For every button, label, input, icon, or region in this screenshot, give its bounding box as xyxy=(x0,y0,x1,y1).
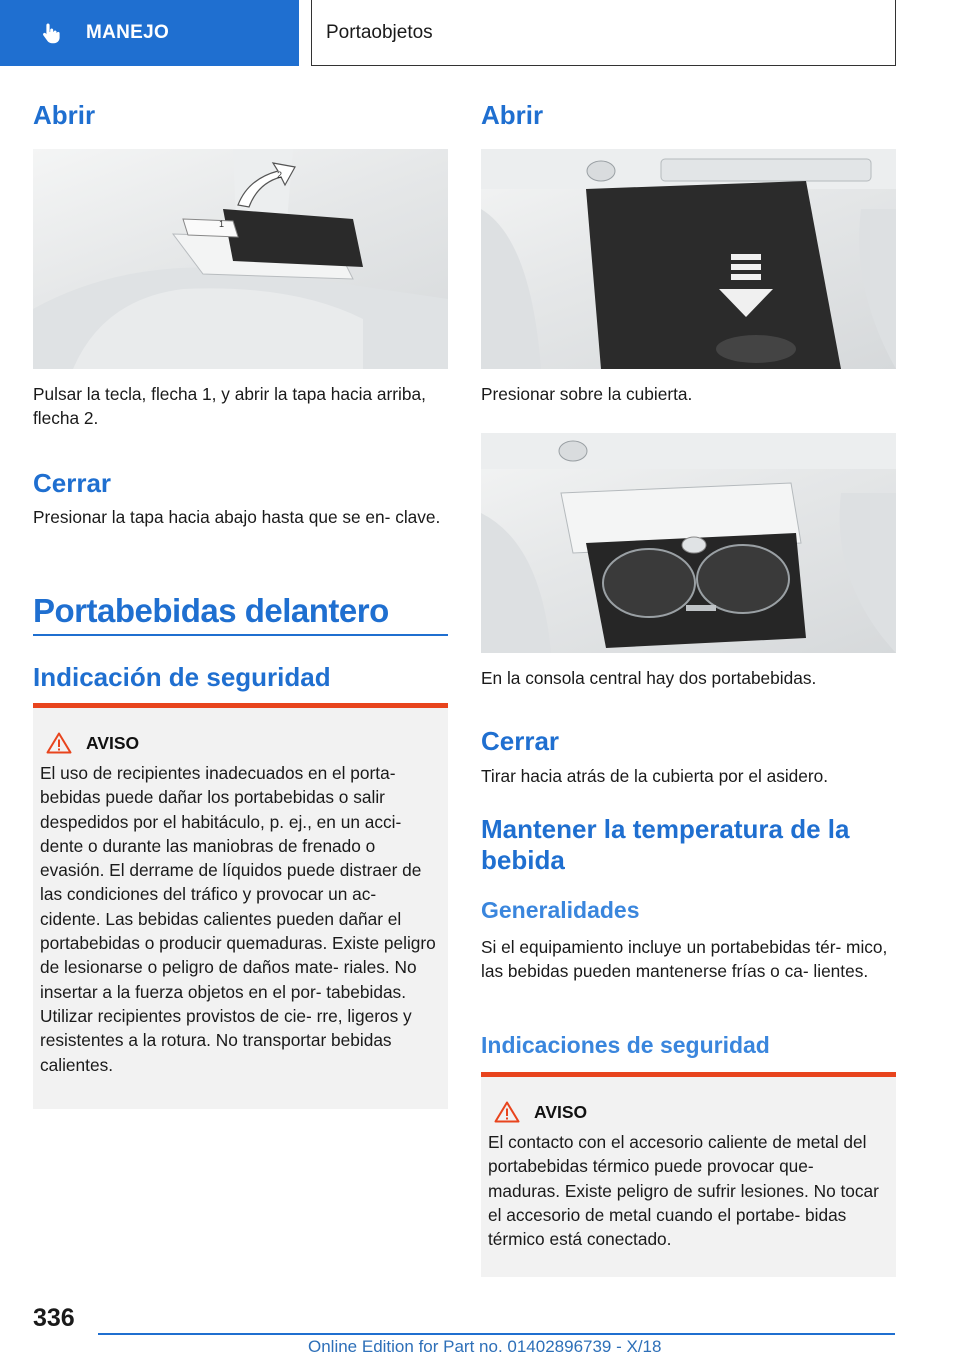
footer-edition: Online Edition for Part no. 01402896739 - X/18 xyxy=(308,1337,662,1356)
cerrar-text-left: Presionar la tapa hacia abajo hasta que se en‐ clave. xyxy=(33,507,441,527)
warning-box-right xyxy=(481,1072,896,1277)
cerrar-text-right: Tirar hacia atrás de la cubierta por el asidero. xyxy=(481,766,829,786)
cover-illustration xyxy=(481,149,896,369)
heading-indicacion: Indicación de seguridad xyxy=(33,662,331,692)
heading-abrir-left: Abrir xyxy=(33,100,96,130)
topic-label: Portaobjetos xyxy=(326,21,433,43)
section-label: MANEJO xyxy=(86,22,170,43)
caption-cupholder: En la consola central hay dos portabebidas. xyxy=(481,668,817,688)
heading-cerrar-left: Cerrar xyxy=(33,468,112,498)
heading-portabebidas: Portabebidas delantero xyxy=(33,592,389,629)
heading-mantener: Mantener la temperatura de la bebida xyxy=(481,814,850,875)
heading-cerrar-right: Cerrar xyxy=(481,726,560,756)
warning-title-left xyxy=(46,732,440,754)
cupholder-image xyxy=(481,433,896,653)
heading-abrir-right: Abrir xyxy=(481,100,544,130)
heading-generalidades: Generalidades xyxy=(481,897,640,923)
warning-text-right: El contacto con el accesorio caliente de metal del portabebidas térmico puede provocar que‐ maduras. Existe peligro de sufrir lesiones. No tocar el accesorio de metal cuando el portabe‐ bidas térmico está conectado. xyxy=(488,1132,879,1250)
armrest-illustration xyxy=(33,149,448,369)
warning-triangle-icon xyxy=(494,1101,520,1123)
caption-cover: Presionar sobre la cubierta. xyxy=(481,384,693,404)
footer-rule xyxy=(98,1333,895,1335)
warning-label-left: AVISO xyxy=(86,732,140,753)
generalidades-text: Si el equipamiento incluye un portabebidas tér‐ mico, las bebidas pueden mantenerse frías o ca‐ lientes. xyxy=(481,937,888,982)
warning-triangle-icon xyxy=(46,732,72,754)
page-header xyxy=(0,0,960,66)
arrow-1-label: 1 xyxy=(219,219,225,229)
warning-title-right xyxy=(494,1101,888,1123)
page-number: 336 xyxy=(33,1304,75,1332)
hand-pointer-icon xyxy=(40,21,64,45)
cover-image xyxy=(481,149,896,369)
warning-box-left xyxy=(33,703,448,1109)
cupholder-illustration xyxy=(481,433,896,653)
heading-indicaciones: Indicaciones de seguridad xyxy=(481,1032,770,1058)
armrest-image xyxy=(33,149,448,369)
heading-rule xyxy=(33,634,448,636)
warning-text-left: El uso de recipientes inadecuados en el porta‐ bebidas puede dañar los portabebidas o salir despedidos por el habitáculo, p. ej., en un acci‐ dente o durante las maniobras de frenado o evasión. El derrame de líquidos puede distraer de las condiciones del tráfico y provocar un ac‐ cidente. Las bebidas calientes pueden dañar el portabebidas o producir quemaduras. Existe peligro de lesionarse o peligro de daños mate‐ riales. No insertar a la fuerza objetos en el por‐ tabebidas. Utilizar recipientes provistos de cie‐ rre, ligeros y resistentes a la rotura. No transportar bebidas calientes. xyxy=(40,763,436,1075)
topic-tab xyxy=(311,0,896,66)
warning-label-right: AVISO xyxy=(534,1101,588,1122)
arrow-2-label: 2 xyxy=(277,170,283,180)
caption-armrest: Pulsar la tecla, flecha 1, y abrir la tapa hacia arriba, flecha 2. xyxy=(33,384,426,429)
section-tab xyxy=(0,0,299,66)
